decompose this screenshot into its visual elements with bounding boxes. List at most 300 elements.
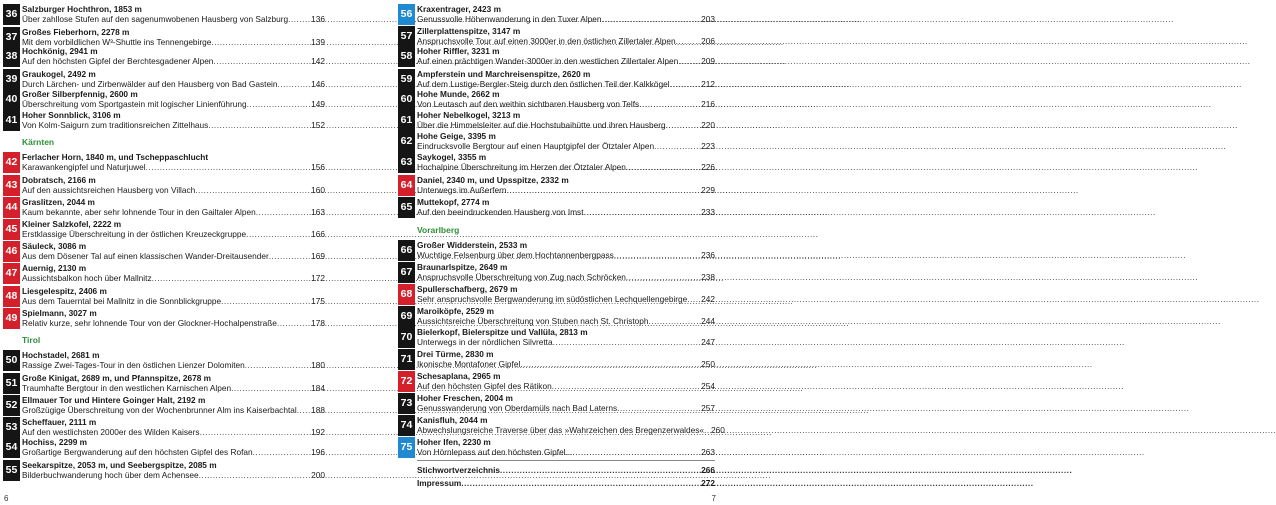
entry-text [22,27,325,47]
tour-title: Saykogel, 3355 m [417,152,487,162]
tour-title: Dobratsch, 2166 m [22,175,96,185]
tour-description: Kaum bekannte, aber sehr lohnende Tour in den Gailtaler Alpen [22,207,256,217]
page-ref: 223 [701,141,715,151]
tour-number-badge: 49 [3,308,20,329]
leader-dots [213,56,310,66]
tour-title: Hoher Nebelkogel, 3213 m [417,110,521,120]
toc-entry[interactable] [395,240,720,262]
tour-number-badge: 40 [3,89,20,110]
entry-subline [417,185,715,195]
toc-entry[interactable] [395,89,720,111]
tour-description: Von Kolm-Saigurn zum traditionsreichen Zittelhaus [22,120,209,130]
leader-dots [246,229,310,239]
tour-title: Muttekopf, 2774 m [417,197,490,207]
page-ref: 184 [311,383,325,393]
tour-number-badge: 68 [398,284,415,305]
tour-number-badge: 72 [398,371,415,392]
entry-text [22,437,325,457]
page-ref: 203 [701,14,715,24]
entry-text [417,284,715,304]
tour-title: Liesgelespitz, 2406 m [22,286,107,296]
tour-title: Kanisfluh, 2044 m [417,415,488,425]
entry-text [417,393,715,413]
entry-text [417,69,715,89]
leader-dots [553,337,701,347]
leader-dots [506,185,700,195]
tour-number-badge: 47 [3,263,20,284]
tour-title: Hochkönig, 2941 m [22,46,98,56]
tour-number-badge: 71 [398,349,415,370]
tour-title: Hoher Sonnblick, 3106 m [22,110,121,120]
page-ref: 163 [311,207,325,217]
toc-entry[interactable] [395,4,720,26]
entry-subline [417,337,715,347]
tour-title: Hoher Ifen, 2230 m [417,437,491,447]
toc-entry[interactable] [395,131,720,153]
entry-subline [417,207,715,217]
entry-text [22,110,325,130]
entry-subline [22,447,325,457]
entry-text [417,152,715,172]
leader-dots [247,99,311,109]
page-ref: 196 [311,447,325,457]
entry-subline [22,79,325,89]
entry-text [22,152,325,172]
tour-title: Kraxentrager, 2423 m [417,4,501,14]
leader-dots [231,383,310,393]
entry-subline [417,141,715,151]
tour-title: Maroiköpfe, 2529 m [417,306,495,316]
tour-description: Sehr anspruchsvolle Bergwanderung im südöstlichen Lechquellengebirge [417,294,688,304]
toc-entry[interactable] [395,152,720,174]
tour-description: Anspruchsvolle Überschreitung von Zug nach Schröcken [417,272,626,282]
tour-title: Kleiner Salzkofel, 2222 m [22,219,122,229]
entry-subline [417,425,725,435]
tour-description: Großzügige Überschreitung von der Wochenbrunner Alm ins Kaiserbachtal [22,405,297,415]
tour-description: Auf den beeindruckenden Hausberg von Imst [417,207,584,217]
tour-title: Schesaplana, 2965 m [417,371,501,381]
leader-dots [253,447,311,457]
entry-subline [22,120,325,130]
entry-text [417,4,715,24]
tour-title: Graukogel, 2492 m [22,69,96,79]
entry-text [417,46,715,66]
entry-subline [417,14,715,24]
entry-text [417,437,715,457]
tour-title: Daniel, 2340 m, und Upsspitze, 2332 m [417,175,569,185]
tour-number-badge: 44 [3,197,20,218]
tour-title: Hohe Munde, 2662 m [417,89,500,99]
tour-number-badge: 61 [398,110,415,131]
page-ref: 260 [711,425,725,435]
tour-title: Große Kinigat, 2689 m, und Pfannspitze, 2678 m [22,373,212,383]
tour-number-badge: 53 [3,417,20,438]
tour-description: Durch Lärchen- und Zirbenwälder auf den Hausberg von Bad Gastein [22,79,278,89]
entry-subline [417,56,715,66]
tour-description: Auf den höchsten Gipfel der Berchtesgadener Alpen [22,56,214,66]
tour-number-badge: 52 [3,395,20,416]
page-ref: 257 [701,403,715,413]
tour-title: Großer Widderstein, 2533 m [417,240,528,250]
tour-number-badge: 41 [3,110,20,131]
leader-dots [208,120,310,130]
page-ref: 178 [311,318,325,328]
toc-entry[interactable] [0,263,360,285]
toc-entry[interactable] [395,371,720,393]
leader-dots [687,294,700,304]
tour-number-badge: 74 [398,415,415,436]
entry-subline [22,251,325,261]
tour-number-badge: 55 [3,460,20,481]
tour-number-badge: 66 [398,240,415,261]
tour-title: Ampferstein und Marchreisenspitze, 2620 m [417,69,591,79]
section-heading: Vorarlberg [417,225,460,235]
tour-number-badge: 37 [3,27,20,48]
toc-entry[interactable] [0,241,360,263]
tour-description: Von Hörnlepass auf den höchsten Gipfel... [417,447,573,457]
tour-number-badge: 64 [398,175,415,196]
leader-dots [584,207,701,217]
tour-number-badge: 70 [398,327,415,348]
page-ref: 220 [701,120,715,130]
entry-text [417,371,715,391]
tour-number-badge: 38 [3,46,20,67]
leader-dots [602,14,701,24]
entry-text [417,306,715,326]
toc-entry[interactable] [395,110,720,132]
entry-subline [22,185,325,195]
tour-description: Über zahllose Stufen auf den sagenumwobenen Hausberg von Salzburg [22,14,289,24]
entry-text [22,175,325,195]
tour-title: Zillerplattenspitze, 3147 m [417,26,521,36]
toc-entry[interactable] [395,46,720,68]
entry-text [22,263,325,283]
page-ref: 263 [701,447,715,457]
leader-dots [678,56,700,66]
entry-subline [417,250,715,260]
tour-description: Überschreitung vom Sportgastein mit logischer Linienführung [22,99,247,109]
leader-dots [552,381,700,391]
leader-dots [221,296,310,306]
leader-dots [614,250,700,260]
tour-title: Hohe Geige, 3395 m [417,131,496,141]
entry-subline [417,36,715,46]
toc-entry[interactable] [0,110,360,132]
page-ref: 238 [701,272,715,282]
toc-entry[interactable] [395,306,720,328]
tour-title: Säuleck, 3086 m [22,241,87,251]
leader-dots [649,316,701,326]
index-entry[interactable] [417,465,715,475]
entry-subline [22,229,325,239]
tour-description: Aussichtsbalkon hoch über Mallnitz [22,273,152,283]
toc-entry[interactable] [0,286,360,308]
tour-title: Drei Türme, 2830 m [417,349,494,359]
leader-dots [199,470,310,480]
tour-title: Spielmann, 3027 m [22,308,97,318]
leader-dots [461,478,700,488]
tour-description: Ikonische Montafoner Gipfel [417,359,521,369]
leader-dots [617,403,700,413]
tour-title: Hochiss, 2299 m [22,437,88,447]
tour-title: Graslitzen, 2044 m [22,197,95,207]
entry-text [417,327,715,347]
tour-number-badge: 43 [3,175,20,196]
entry-text [22,460,325,480]
tour-description: Karawankengipfel und Naturjuwel [22,162,146,172]
leader-dots [277,318,310,328]
entry-text [22,286,325,306]
toc-entry[interactable] [395,284,720,306]
page-ref: 216 [701,99,715,109]
tour-title: Ferlacher Horn, 1840 m, und Tscheppaschlucht [22,152,209,162]
tour-title: Auernig, 2130 m [22,263,87,273]
leader-dots [626,272,700,282]
entry-text [22,373,325,393]
tour-number-badge: 73 [398,393,415,414]
toc-entry[interactable] [0,460,360,482]
leader-dots [666,120,701,130]
page-ref: 200 [311,470,325,480]
leader-dots [200,427,311,437]
entry-subline [22,360,325,370]
tour-number-badge: 62 [398,131,415,152]
leader-dots [256,207,310,217]
entry-text [417,197,715,217]
tour-description: Eindrucksvolle Bergtour auf einen Hauptgipfel der Ötztaler Alpen [417,141,655,151]
leader-dots [520,359,700,369]
tour-number-badge: 75 [398,437,415,458]
leader-dots [278,79,311,89]
page-ref: 169 [311,251,325,261]
entry-text [22,308,325,328]
toc-entry[interactable] [395,262,720,284]
page-ref: 192 [311,427,325,437]
entry-subline [417,381,715,391]
leader-dots [670,79,701,89]
page-ref: 244 [701,316,715,326]
index-entry[interactable] [417,478,715,488]
toc-entry[interactable] [395,349,720,371]
tour-number-badge: 59 [398,69,415,90]
entry-text [22,46,325,66]
entry-text [417,262,715,282]
page-ref: 180 [311,360,325,370]
toc-entry[interactable] [395,26,720,48]
page-ref: 254 [701,381,715,391]
tour-number-badge: 63 [398,152,415,173]
entry-subline [417,120,715,130]
page-ref: 172 [311,273,325,283]
tour-number-badge: 69 [398,306,415,327]
toc-entry[interactable] [0,4,360,26]
tour-number-badge: 50 [3,350,20,371]
tour-number-badge: 39 [3,69,20,90]
tour-description: Aus dem Tauerntal bei Mallnitz in die Sonnblickgruppe [22,296,222,306]
page-ref: 142 [311,56,325,66]
entry-text [417,110,715,130]
tour-number-badge: 58 [398,46,415,67]
tour-number-badge: 56 [398,4,415,25]
page-number-left: 6 [4,494,9,503]
entry-text [22,395,325,415]
tour-description: Traumhafte Bergtour in den westlichen Karnischen Alpen [22,383,232,393]
entry-subline [22,207,325,217]
page-ref: 160 [311,185,325,195]
entry-text [22,241,325,261]
leader-dots [654,141,700,151]
toc-entry[interactable] [0,437,360,459]
leader-dots [639,99,700,109]
toc-entry[interactable] [0,89,360,111]
leader-dots [676,36,701,46]
page-ref: 236 [701,250,715,260]
tour-title: Scheffauer, 2111 m [22,417,97,427]
toc-entry[interactable] [395,175,720,197]
index-divider [417,460,715,461]
index-label: Stichwortverzeichnis [417,465,500,475]
page-ref: 209 [701,56,715,66]
toc-entry[interactable] [0,308,360,330]
toc-entry[interactable] [0,197,360,219]
tour-title: Ellmauer Tor und Hintere Goinger Halt, 2192 m [22,395,206,405]
tour-title: Hochstadel, 2681 m [22,350,100,360]
entry-text [22,4,325,24]
tour-number-badge: 42 [3,152,20,173]
toc-entry[interactable] [0,175,360,197]
section-heading: Tirol [22,335,41,345]
entry-text [22,89,325,109]
tour-description: Über die Himmelsleiter auf die Hochstubaihütte und ihren Hausberg [417,120,666,130]
leader-dots [195,185,310,195]
tour-description: Aussichtsreiche Überschreitung von Stuben nach St. Christoph [417,316,649,326]
toc-entry[interactable] [395,437,720,459]
leader-dots [288,14,310,24]
entry-subline [417,316,715,326]
tour-description: Mit dem vorbildlichen W³-Shuttle ins Tennengebirge [22,37,212,47]
page-ref: 233 [701,207,715,217]
page-ref: 250 [701,359,715,369]
tour-description: Genussvolle Höhenwanderung in den Tuxer Alpen [417,14,602,24]
entry-text [417,131,715,151]
tour-title: Großer Silberpfennig, 2600 m [22,89,138,99]
leader-dots [269,251,310,261]
entry-subline [22,99,325,109]
tour-description: Aus dem Dösener Tal auf einen klassischen Wander-Dreitausender [22,251,269,261]
tour-description: Relativ kurze, sehr lohnende Tour von der Glockner-Hochalpenstraße [22,318,277,328]
tour-number-badge: 46 [3,241,20,262]
tour-description: Erstklassige Überschreitung in der östlichen Kreuzeckgruppe [22,229,247,239]
entry-subline [22,318,325,328]
tour-number-badge: 60 [398,89,415,110]
section-heading: Kärnten [22,137,55,147]
tour-description: Hochalpine Überschreitung im Herzen der Ötztaler Alpen [417,162,626,172]
tour-description: Bilderbuchwanderung hoch über dem Achensee [22,470,199,480]
leader-dots [245,360,310,370]
leader-dots [152,273,311,283]
entry-subline [22,405,325,415]
leader-dots [500,465,700,475]
entry-subline [417,294,715,304]
toc-entry[interactable] [0,46,360,68]
tour-description: Unterwegs in der nördlichen Silvretta [417,337,553,347]
tour-number-badge: 51 [3,373,20,394]
page-ref: 242 [701,294,715,304]
tour-title: Hoher Riffler, 3231 m [417,46,500,56]
page-ref: 266 [701,465,715,475]
tour-number-badge: 54 [3,437,20,458]
entry-subline [22,296,325,306]
page-ref: 206 [701,36,715,46]
tour-description: Auf einen prächtigen Wander-3000er in den westlichen Zillertaler Alpen [417,56,679,66]
entry-text [22,219,325,239]
entry-text [417,89,715,109]
tour-title: Braunarlspitze, 2649 m [417,262,508,272]
entry-text [417,415,725,435]
page-ref: 166 [311,229,325,239]
entry-subline [417,162,715,172]
toc-entry[interactable] [0,395,360,417]
toc-entry[interactable] [0,350,360,372]
tour-title: Salzburger Hochthron, 1853 m [22,4,142,14]
toc-entry[interactable] [0,69,360,91]
page-ref: 226 [701,162,715,172]
toc-entry[interactable] [0,219,360,241]
tour-description: Von Leutasch auf den weithin sichtbaren Hausberg von Telfs [417,99,640,109]
tour-number-badge: 57 [398,26,415,47]
entry-subline [417,79,715,89]
tour-description: Genusswanderung von Oberdamüls nach Bad Laterns [417,403,618,413]
toc-entry[interactable] [0,417,360,439]
tour-number-badge: 65 [398,197,415,218]
leader-dots [297,405,310,415]
tour-description: Großartige Bergwanderung auf den höchsten Gipfel des Rofan [22,447,253,457]
entry-text [417,175,715,195]
entry-text [417,240,715,260]
entry-subline [417,359,715,369]
toc-entry[interactable] [395,327,720,349]
tour-number-badge: 48 [3,286,20,307]
tour-title: Bielerkopf, Bielerspitze und Vallüla, 2813 m [417,327,588,337]
toc-entry[interactable] [395,393,720,415]
toc-entry[interactable] [395,415,725,437]
tour-description: Auf den westlichsten 2000er des Wilden Kaisers [22,427,200,437]
page-ref: 149 [311,99,325,109]
toc-entry[interactable] [0,373,360,395]
entry-subline [22,56,325,66]
page-ref: 156 [311,162,325,172]
tour-description: Abwechslungsreiche Traverse über das »Wahrzeichen des Bregenzerwaldes« [417,425,705,435]
page-ref: 212 [701,79,715,89]
tour-title: Großes Fieberhorn, 2278 m [22,27,130,37]
toc-entry[interactable] [0,152,360,174]
page-ref: 136 [311,14,325,24]
tour-title: Hoher Freschen, 2004 m [417,393,513,403]
toc-entry[interactable] [395,197,720,219]
tour-number-badge: 45 [3,219,20,240]
entry-text [417,26,715,46]
entry-text [22,417,325,437]
toc-entry[interactable] [395,69,720,91]
tour-description: Auf den aussichtsreichen Hausberg von Villach [22,185,196,195]
entry-subline [22,427,325,437]
tour-description: Wuchtige Felsenburg über dem Hochtannenbergpass [417,250,614,260]
entry-text [22,197,325,217]
tour-number-badge: 36 [3,4,20,25]
page-ref: 188 [311,405,325,415]
tour-title: Spullerschafberg, 2679 m [417,284,518,294]
entry-subline [22,273,325,283]
